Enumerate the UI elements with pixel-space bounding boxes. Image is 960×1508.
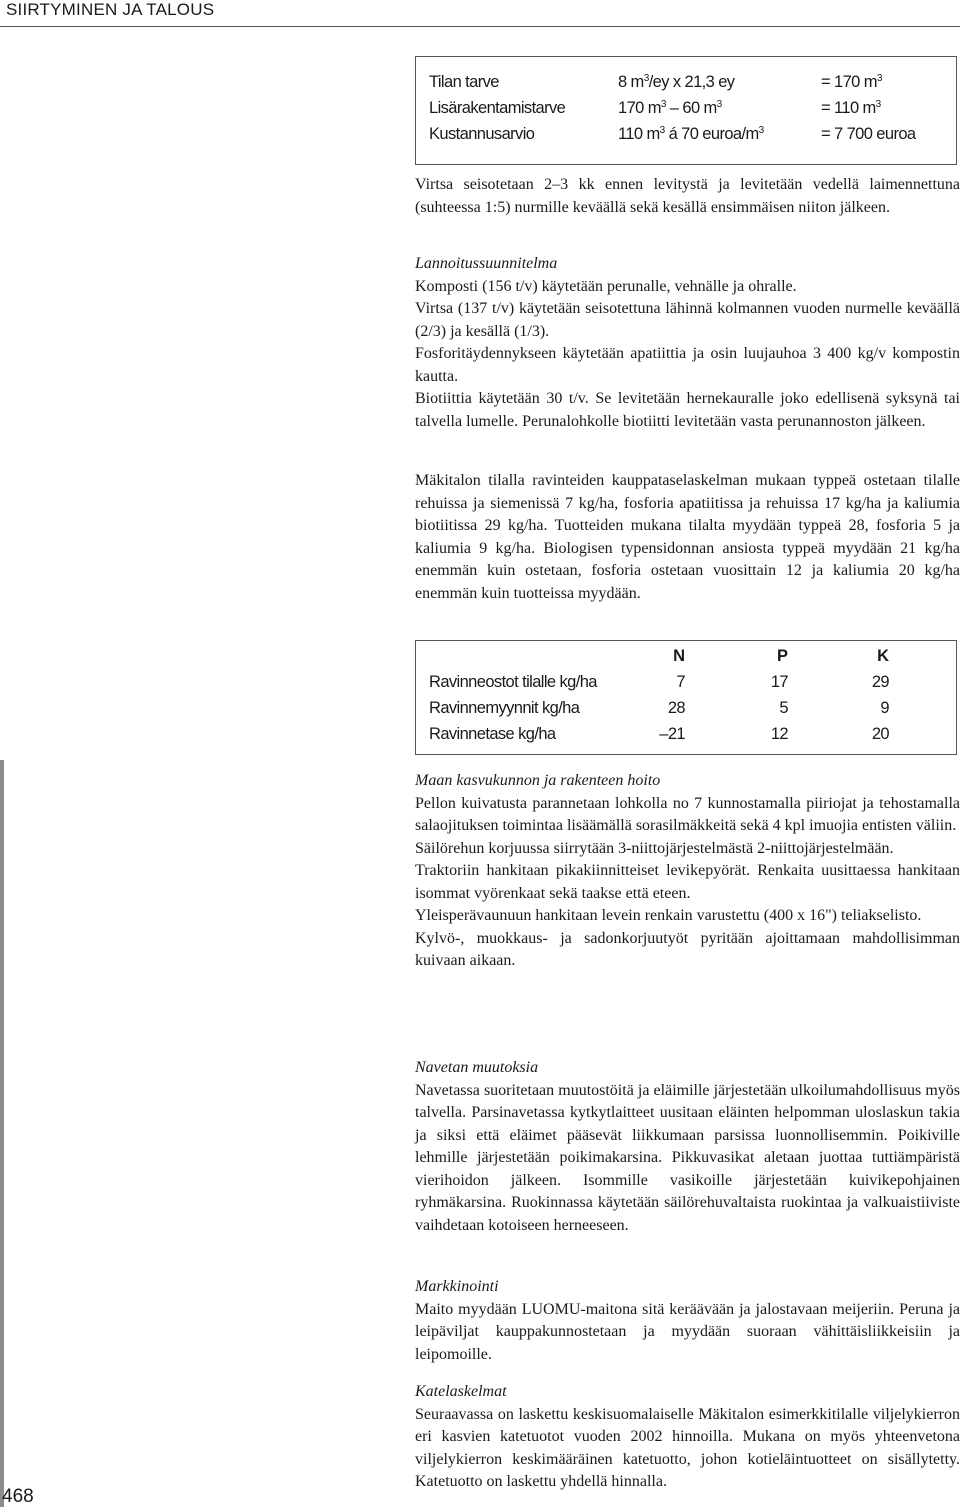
page-number: 468 [2,1486,34,1507]
calc-label: Kustannusarvio [429,125,535,143]
calc-expression: 170 $m^3 - 60$ $m^3$ [618,99,722,117]
paragraph: Pellon kuivatusta parannetaan lohkolla no 7 kunnostamalla piiriojat ja tehostamalla salaojituksen toimintaa lisäämällä sorasilmäkkeitä sekä 4 kpl imuojia entisten väliin. [415,794,960,834]
virtsa-paragraph: Virtsa seisotetaan 2–3 kk ennen levitystä ja levitetään vedellä laimennettuna (suhteessa 1:5) nurmille keväällä sekä kesällä ensimmäisen niiton jälkeen. [415,176,960,216]
section-heading: Navetan muutoksia [415,1059,539,1076]
cell: 17 [770,673,788,691]
section-heading: Lannoitussuunnitelma [415,255,558,272]
paragraph: Navetassa suoritetaan muutostöitä ja eläimille järjestetään ulkoilumahdollisuus myös talvella. Parsinavetassa kytkytlaitteet uusitaan eläinten helpomman uloslaskun takia ja siksi että eläimet pääsevät liikkumaan parsissa luonnollisemmin. Poikiville lehmille järjestetään poikimakarsina. Pikkuvasikat aletaan juottaa tuttiämpäristä vierihoidon jälkeen. Isommille vasikoille järjestetään kuivikepohjainen ryhmäkarsina. Ruokinnassa käytetään säilörehuvaltaista ruokintaa ja valkuaistiiviste vaihdetaan kotoiseen herneeseen. [415,1081,960,1234]
calc-expression: 110 $m^3$ á 70 euroa/$m^3$ [618,125,764,143]
table-row [416,673,956,695]
calc-label: Tilan tarve [429,73,499,91]
cell: 29 [871,673,889,691]
paragraph: Komposti (156 t/v) käytetään perunalle, vehnälle ja ohralle. [415,277,797,295]
cell: 7 [676,673,685,691]
cell: 28 [667,699,685,717]
cell: 5 [779,699,788,717]
cell: –21 [659,725,685,743]
margin-rule [0,760,4,1507]
calc-label: Lisärakentamistarve [429,99,566,117]
paragraph: Virtsa (137 t/v) käytetään seisotettuna lähinnä kolmannen vuoden nurmelle keväällä (2/3) ja kesällä (1/3). [415,300,960,340]
calc-expression: 8 $m^3/ey$ x 21,3 ey [618,73,735,91]
paragraph: Maito myydään LUOMU-maitona sitä keräävään ja jalostavaan meijeriin. Peruna ja leipäviljat kauppakunnostetaan ja myydään suoraan vähittäisliikkeisiin ja leipomoille. [415,1300,960,1363]
section-heading: Katelaskelmat [415,1383,507,1400]
calc-result: = 170 $m^3$ [821,73,882,91]
cell: 12 [770,725,788,743]
calc-result: = 110 $m^3$ [821,99,881,117]
space-calculation-table [415,56,957,165]
paragraph: Yleisperävaunuun hankitaan levein renkain varustettu (400 x 16") teliakselisto. [415,907,922,924]
table-row [416,699,956,721]
section-heading: Maan kasvukunnon ja rakenteen hoito [415,772,661,789]
column-header: P [776,647,788,665]
header-title: SIIRTYMINEN JA TALOUS [6,0,215,19]
running-header [0,0,960,27]
maan-section [415,770,960,973]
calc-result: = 7 700 euroa [821,125,916,143]
lannoitus-section [415,253,960,433]
row-label: Ravinnetase kg/ha [429,725,556,743]
cell: 9 [880,699,889,717]
nutrient-balance-table [415,640,957,755]
markkinointi-section [415,1276,960,1366]
paragraph: Säilörehun korjuussa siirrytään 3-niittojärjestelmästä 2-niittojärjestelmään. [415,839,894,857]
ravinne-paragraph: Mäkitalon tilalla ravinteiden kauppataselaskelman mukaan typpeä ostetaan tilalle rehuissa ja siemenissä 7 kg/ha, fosforia apatiitissa ja rehuissa 17 kg/ha ja kaliumia biotiitissa 29 kg/ha. Tuotteiden mukana tilalta myydään typpeä 28, fosforia 5 ja kaliumia 9 kg/ha. Biologisen typensidonnan ansiosta typpeä myydään 21 kg/ha enemmän kuin ostetaan, fosforia ostetaan vuosittain 12 ja kaliumia 20 kg/ha enemmän kuin tuotteissa myydään. [415,472,960,602]
row-label: Ravinnemyynnit kg/ha [429,699,580,717]
column-header: K [877,647,889,665]
table-row [416,725,956,747]
column-header: N [673,647,685,665]
paragraph: Biotiittia käytetään 30 t/v. Se levitetään hernekauralle joko edellisenä syksynä tai talvella lumelle. Perunalohkolle biotiitti levitetään vasta perunannoston jälkeen. [415,390,960,430]
paragraph: Kylvö-, muokkaus- ja sadonkorjuutyöt pyritään ajoittamaan mahdollisimman kuivaan aikaan. [415,929,960,969]
katelaskelmat-section [415,1381,960,1494]
cell: 20 [871,725,889,743]
section-heading: Markkinointi [415,1278,499,1295]
row-label: Ravinneostot tilalle kg/ha [429,673,597,691]
paragraph: Seuraavassa on laskettu keskisuomalaiselle Mäkitalon esimerkkitilalle viljelykierron eri kasvien katetuotot vuoden 2002 hinnoilla. Mukana on myös yhteenvetona viljelykierron keskimääräinen katetuotto, johon kotieläintuotteet on sisällytetty. Katetuotto on laskettu yhdellä hinnalla. [415,1405,960,1490]
paragraph: Fosforitäydennykseen käytetään apatiittia ja osin luujauhoa 3 400 kg/v kompostin kautta. [415,345,960,385]
paragraph: Traktoriin hankitaan pikakiinnitteiset levikepyörät. Renkaita uusittaessa hankitaan isommat vyörenkaat sekä taakse että eteen. [415,862,960,902]
navetan-section [415,1057,960,1237]
